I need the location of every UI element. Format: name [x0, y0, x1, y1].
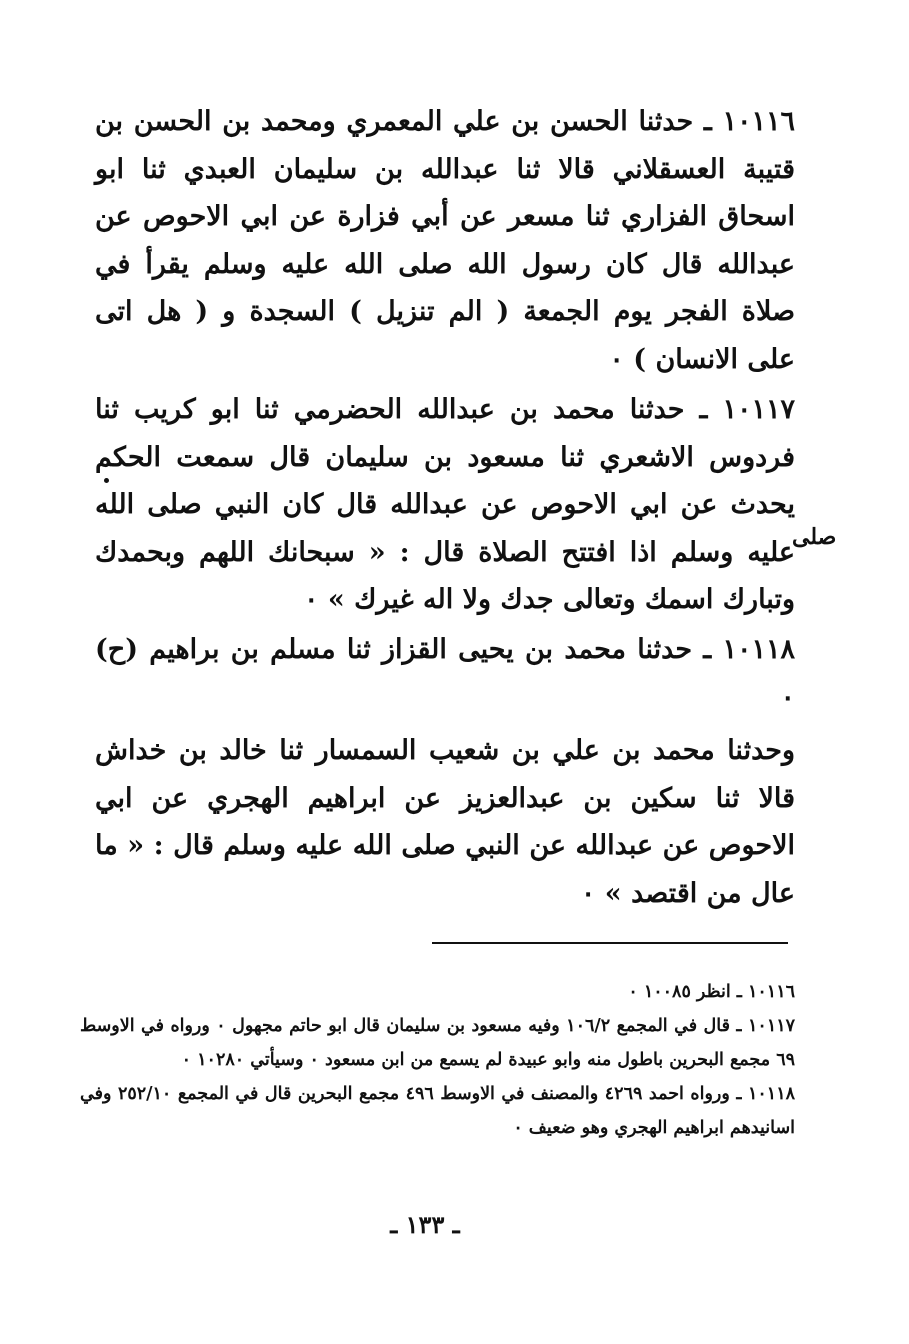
ink-dot — [104, 478, 109, 483]
hadith-text: ١٠١١٦ ـ حدثنا الحسن بن علي المعمري ومحمد بن الحسن بن قتيبة العسقلاني قالا ثنا عبدالله بن سليمان العبدي ثنا ابو اسحاق الفزاري ثنا مسعر عن أبي فزارة عن ابي الاحوص عن عبدالله قال كان رسول الله صلى الله عليه وسلم يقرأ في صلاة الفجر يوم الجمعة ( الم تنزيل ) السجدة و ( هل اتى على الانسان ) ٠ — [95, 106, 795, 375]
hadith-10118-continuation — [95, 727, 795, 917]
hadith-10117 — [95, 386, 795, 624]
footnotes — [80, 975, 795, 1145]
hadith-text: ١٠١١٧ ـ حدثنا محمد بن عبدالله الحضرمي ثنا ابو كريب ثنا فردوس الاشعري ثنا مسعود بن سليمان قال سمعت الحكم يحدث عن ابي الاحوص عن عبدالله قال كان النبي صلى الله عليه وسلم اذا افتتح الصلاة قال : « سبحانك اللهم وبحمدك وتبارك اسمك وتعالى جدك ولا اله غيرك » ٠ — [95, 394, 795, 615]
footnote: ١٠١١٧ ـ قال في المجمع ١٠٦/٢ وفيه مسعود بن سليمان قال ابو حاتم مجهول ٠ ورواه في الاوسط ٦٩ مجمع البحرين باطول منه وابو عبيدة لم يسمع من ابن مسعود ٠ وسيأتي ١٠٢٨٠ ٠ — [80, 1016, 796, 1070]
hadith-10118 — [95, 626, 795, 721]
footnote: ١٠١١٨ ـ ورواه احمد ٤٢٦٩ والمصنف في الاوسط ٤٩٦ مجمع البحرين قال في المجمع ٢٥٢/١٠ وفي اسانيدهم ابراهيم الهجري وهو ضعيف ٠ — [80, 1084, 795, 1138]
margin-annotation: صلى — [792, 524, 837, 550]
hadith-10116 — [95, 98, 795, 383]
hadith-text: وحدثنا محمد بن علي بن شعيب السمسار ثنا خالد بن خداش قالا ثنا سكين بن عبدالعزيز عن ابراهيم الهجري عن ابي الاحوص عن عبدالله عن النبي صلى الله عليه وسلم قال : « ما عال من اقتصد » ٠ — [95, 735, 795, 909]
page-number: ـ ١٣٣ ـ — [390, 1210, 460, 1239]
footnote: ١٠١١٦ ـ انظر ١٠٠٨٥ ٠ — [628, 982, 795, 1002]
hadith-text: ١٠١١٨ ـ حدثنا محمد بن يحيى القزاز ثنا مسلم بن براهيم (ح) ٠ — [95, 634, 795, 713]
footnote-divider — [432, 942, 788, 944]
